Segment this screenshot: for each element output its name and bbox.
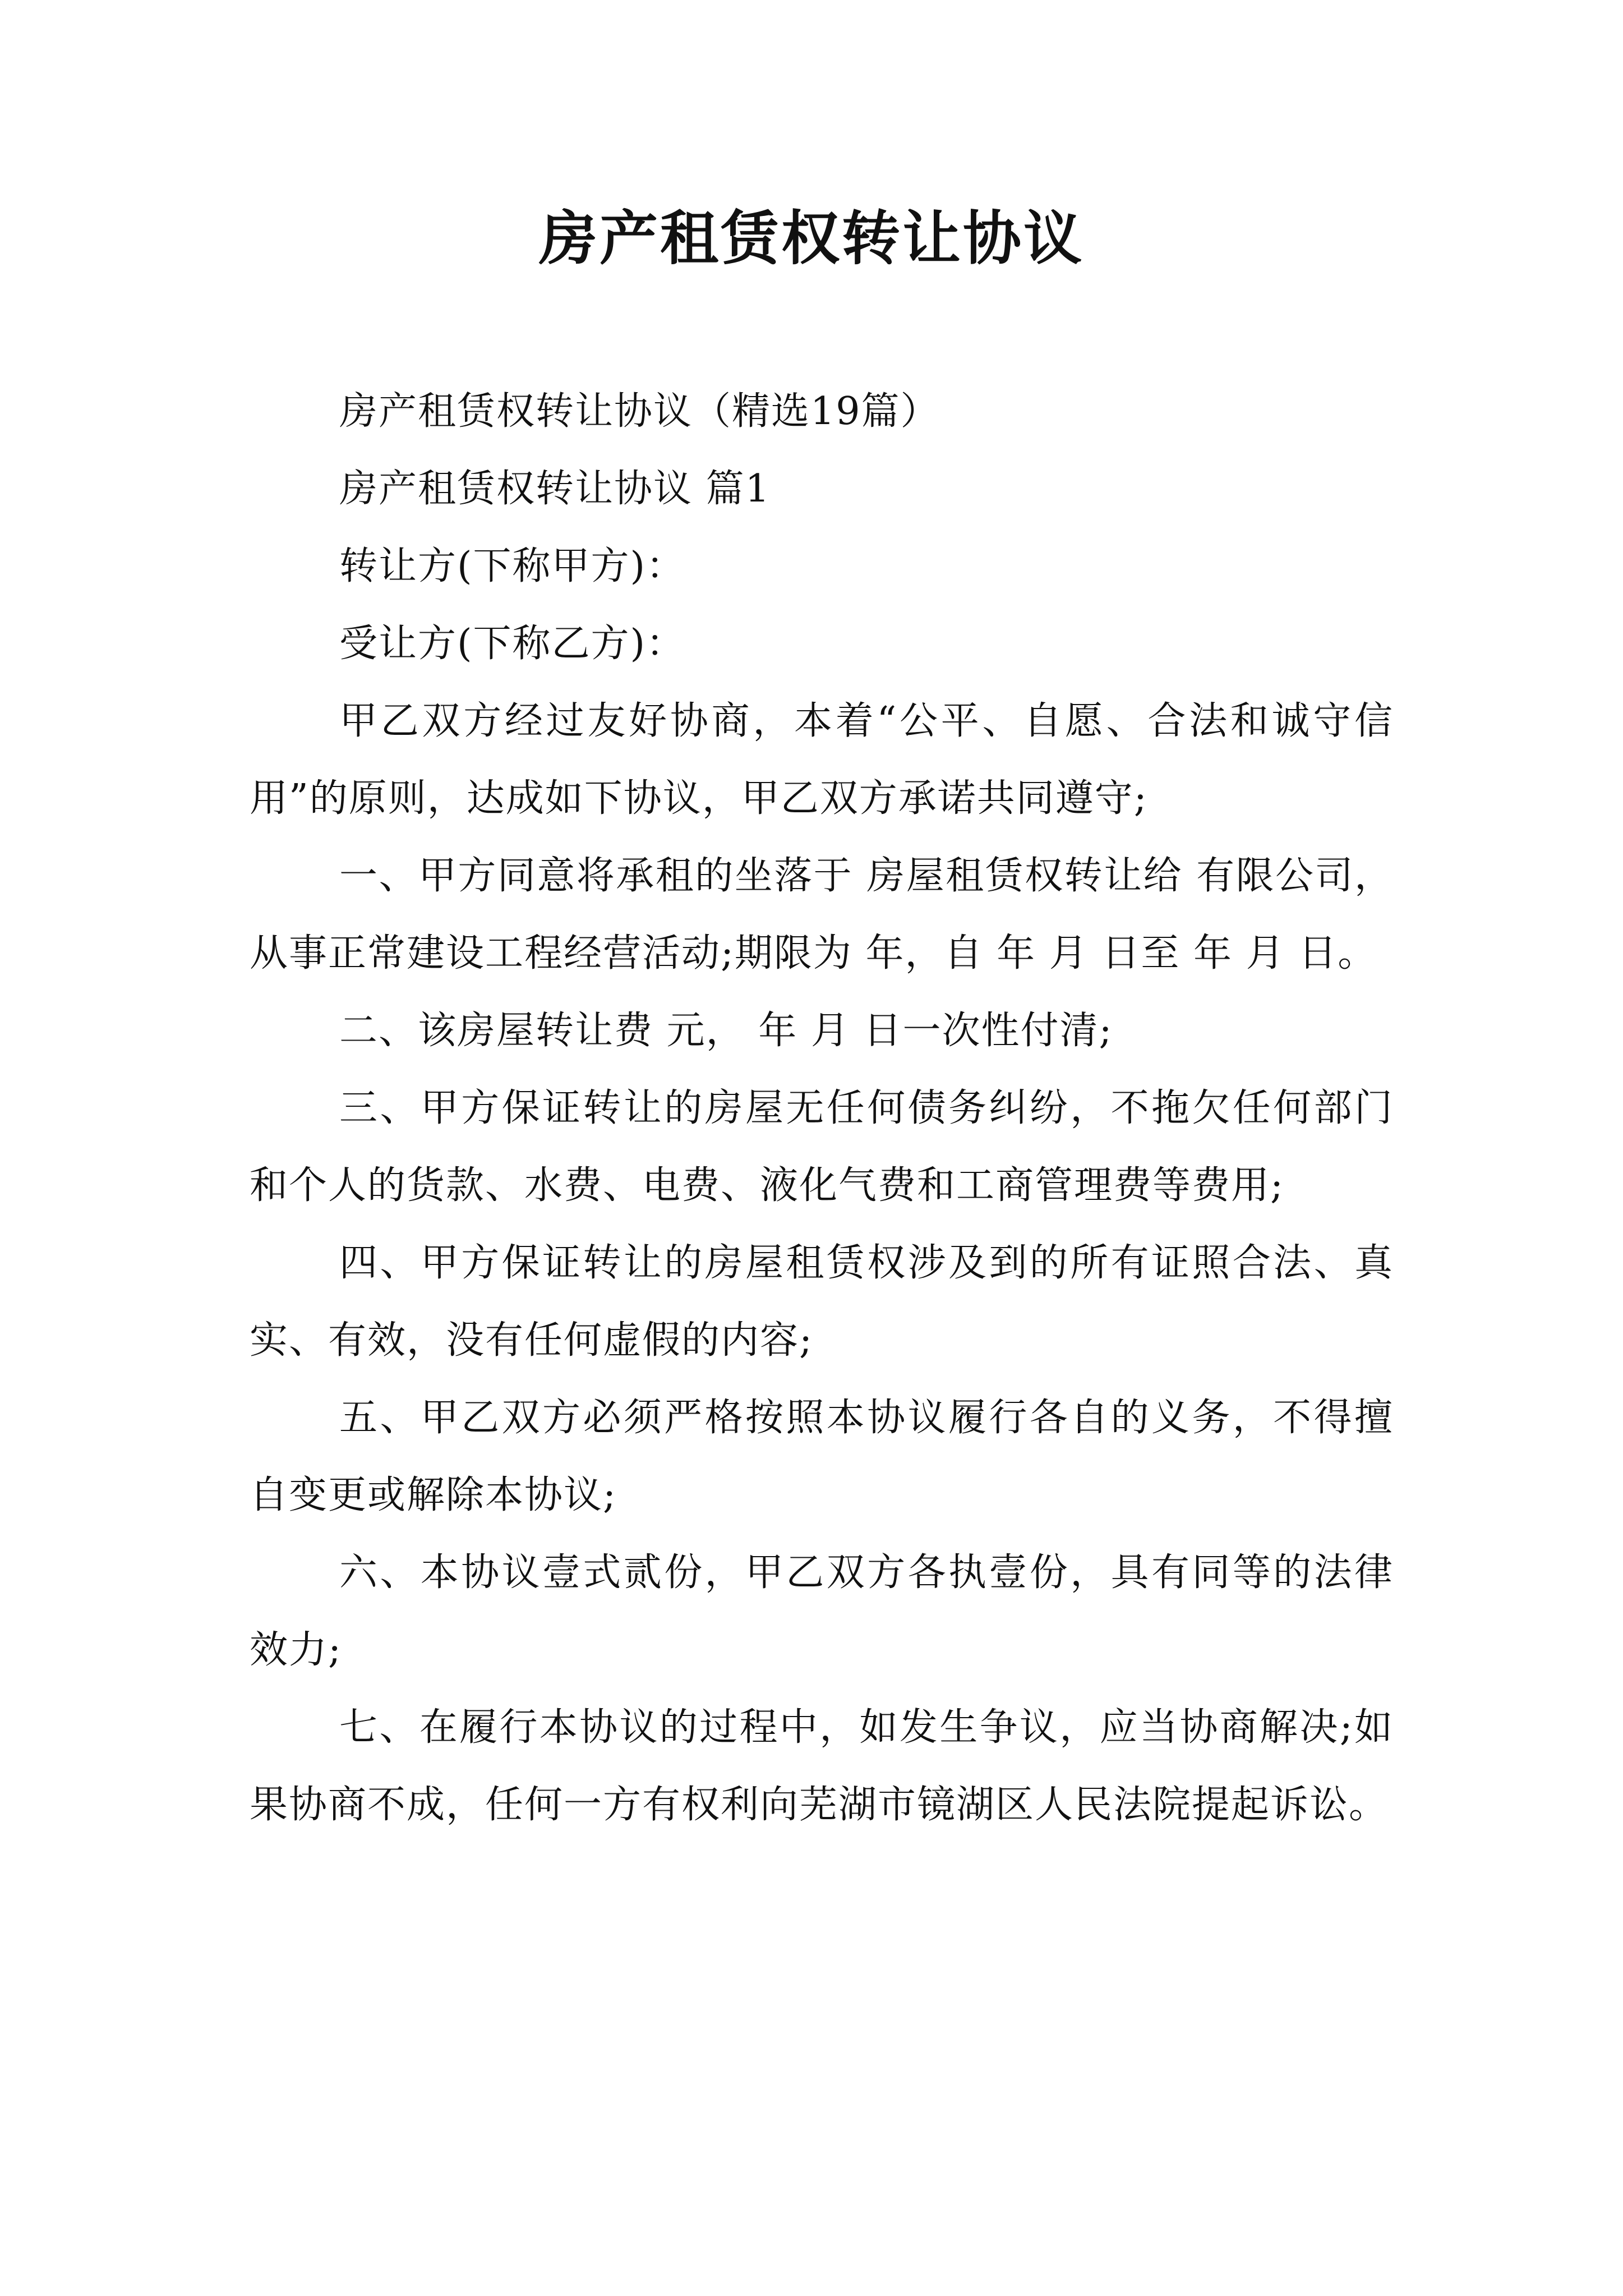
document-body bbox=[250, 373, 1394, 1844]
paragraph-clause-4: 四、甲方保证转让的房屋租赁权涉及到的所有证照合法、真实、有效，没有任何虚假的内容; bbox=[250, 1241, 1394, 1363]
paragraph-clause-7: 七、在履行本协议的过程中，如发生争议，应当协商解决;如果协商不成，任何一方有权利向芜湖市镜湖区人民法院提起诉讼。 bbox=[250, 1705, 1394, 1827]
paragraph-subtitle: 房产租赁权转让协议（精选19篇） bbox=[339, 389, 940, 434]
paragraph-transferee: 受让方(下称乙方)： bbox=[339, 622, 686, 666]
paragraph-clause-3: 三、甲方保证转让的房屋无任何债务纠纷，不拖欠任何部门和个人的货款、水费、电费、液化气费和工商管理费等费用; bbox=[250, 1086, 1394, 1208]
paragraph-section-heading: 房产租赁权转让协议 篇1 bbox=[339, 467, 771, 511]
document-title: 房产租赁权转让协议 bbox=[538, 204, 1084, 273]
paragraph-preamble: 甲乙双方经过友好协商，本着“公平、自愿、合法和诚守信用”的原则，达成如下协议，甲乙双方承诺共同遵守; bbox=[250, 699, 1394, 821]
paragraph-transferor: 转让方(下称甲方)： bbox=[339, 544, 686, 588]
paragraph-clause-6: 六、本协议壹式贰份，甲乙双方各执壹份，具有同等的法律效力; bbox=[250, 1550, 1394, 1672]
paragraph-clause-2: 二、该房屋转让费 元， 年 月 日一次性付清; bbox=[339, 1009, 1113, 1053]
paragraph-clause-1: 一、甲方同意将承租的坐落于 房屋租赁权转让给 有限公司，从事正常建设工程经营活动;期限为 年，自 年 月 日至 年 月 日。 bbox=[250, 854, 1394, 976]
paragraph-clause-5: 五、甲乙双方必须严格按照本协议履行各自的义务，不得擅自变更或解除本协议; bbox=[250, 1396, 1394, 1517]
